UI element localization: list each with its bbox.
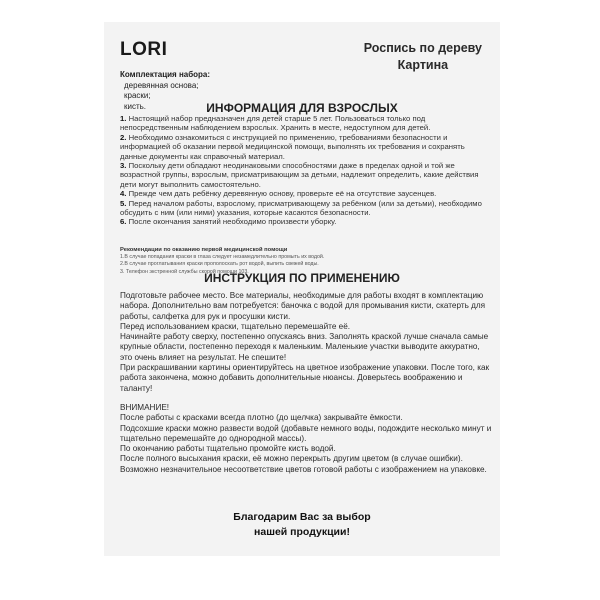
- item-text: После окончания занятий необходимо произвести уборку.: [128, 217, 337, 227]
- thanks-line: нашей продукции!: [254, 526, 350, 538]
- item-number: 1.: [120, 114, 127, 123]
- warning-paragraph: После полного высыхания краски, её можно перекрыть другим цветом (в случае ошибки).: [120, 454, 463, 464]
- list-item: [120, 189, 492, 198]
- adult-info-title: ИНФОРМАЦИЯ ДЛЯ ВЗРОСЛЫХ: [206, 101, 398, 115]
- product-heading: [364, 40, 482, 74]
- item-number: 3.: [120, 161, 127, 171]
- warning-paragraph: Подсохшие краски можно развести водой (добавьте немного воды, подождите несколько минут и тщательно перемешайте до однородной массы).: [120, 423, 492, 443]
- item-text: Необходимо ознакомиться с инструкцией по применению, требованиями безопасности и информацией об оказании первой медицинской помощи, выполнять их требования и сохранять данные документы как справочный материал.: [120, 132, 465, 161]
- item-number: 6.: [120, 217, 127, 227]
- thanks-line: Благодарим Вас за выбор: [233, 511, 371, 523]
- kit-item: кисть.: [124, 101, 147, 111]
- first-aid-item: 3. Телефон экстренной службы скорой помощи 103.: [120, 268, 249, 275]
- instructions-body: [120, 291, 494, 475]
- kit-title: Комплектация набора:: [120, 70, 211, 79]
- instruction-paragraph: Подготовьте рабочее место. Все материалы, необходимые для работы входят в комплектацию набора. Дополнительно вам потребуется: баночка с водой для промывания кисти, скатерть для работы, салфетка для рук и просушки кисти.: [120, 291, 486, 321]
- warning-paragraph: После работы с красками всегда плотно (до щелчка) закрывайте ёмкости.: [120, 413, 403, 423]
- item-text: Поскольку дети обладают неодинаковыми способностями даже в пределах одной и той же возрастной группы, взрослым, присматривающим за детьми, надлежит определить, какие действия дети могут выполнить самостоятельно.: [120, 161, 479, 189]
- instructions-title: ИНСТРУКЦИЯ ПО ПРИМЕНЕНИЮ: [204, 271, 400, 285]
- first-aid-item: 2.В случае проглатывания краски прополоскать рот водой, выпить свежей воды.: [120, 261, 319, 268]
- warning-title: ВНИМАНИЕ!: [120, 402, 170, 412]
- warning-paragraph: По окончанию работы тщательно промойте кисть водой.: [120, 444, 336, 454]
- adult-info-list: [120, 114, 492, 227]
- list-item: [120, 161, 492, 189]
- list-item: [120, 199, 492, 218]
- list-item: [120, 114, 492, 133]
- brand-logo: LORI: [120, 39, 168, 60]
- list-item: [120, 217, 492, 226]
- instruction-paragraph: Начинайте работу сверху, постепенно опускаясь вниз. Заполнять краской лучше сначала самые крупные области, постепенно переходя к маленьким. Маленькие участки выводите аккуратно, это очень влияет на результат. Не спешите!: [120, 332, 489, 362]
- thank-you-message: [104, 510, 500, 540]
- instruction-sheet: [104, 22, 500, 556]
- item-number: 5.: [120, 198, 127, 208]
- instruction-paragraph: При раскрашивании картины ориентируйтесь на цветное изображение упаковки. После того, как работа закончена, можно добавить дополнительные нюансы. Доверьтесь воображению и таланту!: [120, 363, 490, 393]
- first-aid-title: Рекомендации по оказанию первой медицинской помощи: [120, 247, 288, 253]
- product-subtitle: Картина: [397, 58, 449, 72]
- instruction-paragraph: Перед использованием краски, тщательно перемешайте её.: [120, 321, 351, 331]
- product-title: Роспись по дереву: [363, 41, 482, 55]
- kit-item: деревянная основа;: [124, 80, 199, 90]
- item-text: Перед началом работы, взрослому, присматривающему за ребёнком (или за детьми), необходимо обсудить с ним (или ними) указания, которые касаются безопасности.: [120, 198, 482, 218]
- warning-paragraph: Возможно незначительное несоответствие цветов готовой работы с изображением на упаковке.: [120, 464, 487, 474]
- spacer: [120, 394, 494, 403]
- list-item: [120, 133, 492, 161]
- item-number: 4.: [120, 189, 127, 199]
- kit-item: краски;: [124, 91, 151, 100]
- first-aid-item: 1.В случае попадания краски в глаза следует незамедлительно промыть их водой.: [120, 254, 325, 261]
- item-number: 2.: [120, 132, 127, 142]
- item-text: Прежде чем дать ребёнку деревянную основу, проверьте её на отсутствие заусенцев.: [128, 189, 437, 199]
- item-text: Настоящий набор предназначен для детей старше 5 лет. Пользоваться только под непосредственным наблюдением взрослых. Хранить в месте, недоступном для детей.: [120, 114, 431, 133]
